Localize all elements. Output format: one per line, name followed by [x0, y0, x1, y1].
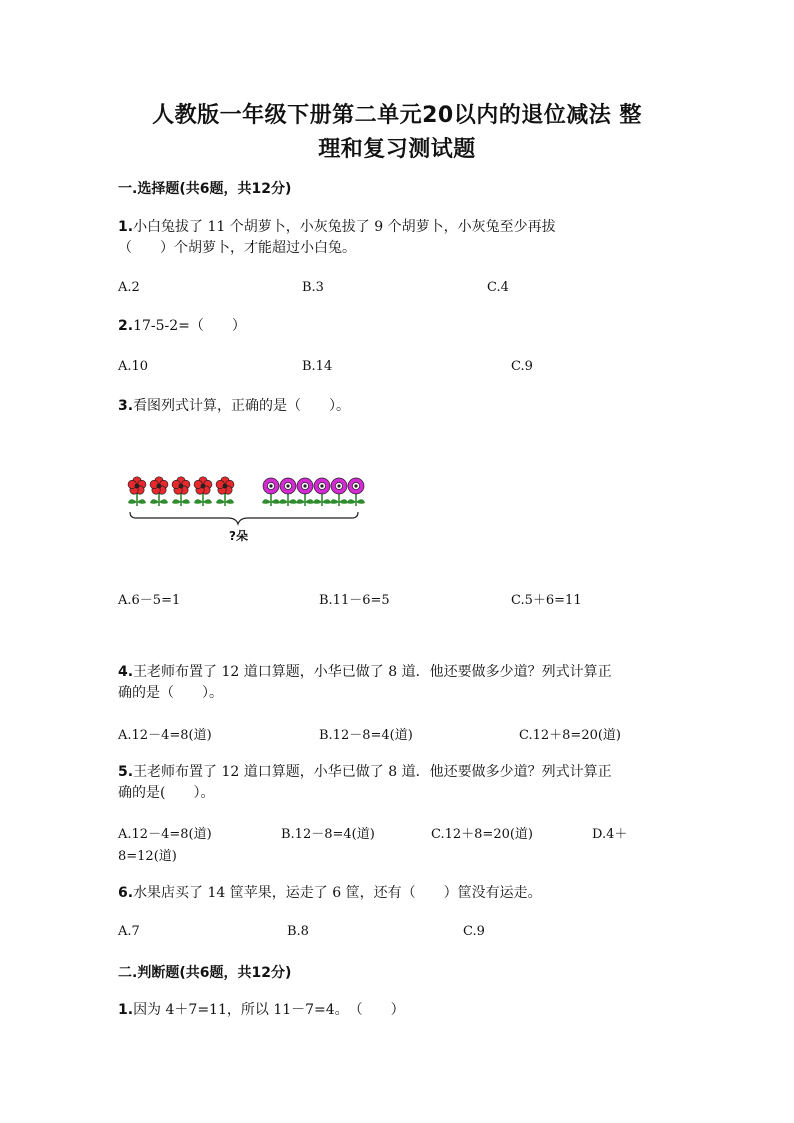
section-heading-choice: 一.选择题(共6题，共12分)	[118, 181, 292, 197]
page-title-line-2: 理和复习测试题	[318, 137, 476, 162]
brace-icon	[130, 512, 358, 524]
question-5-option-c[interactable]: C.12＋8=20(道)	[431, 827, 534, 842]
red-flower-icon	[194, 477, 212, 506]
question-number: 6.	[118, 885, 134, 901]
question-text: 王老师布置了 12 道口算题，小华已做了 8 道．他还要做多少道？列式计算正	[133, 664, 612, 680]
question-number: 1.	[118, 1002, 134, 1018]
red-flower-icon	[172, 477, 190, 506]
question-text: 17-5-2=（ ）	[133, 318, 246, 334]
figure-question-label: ?朵	[229, 529, 248, 543]
question-5-option-b[interactable]: B.12－8=4(道)	[281, 827, 375, 842]
question-4-line-1	[118, 662, 612, 683]
purple-flower-icon	[313, 478, 331, 506]
question-2-line-1	[118, 316, 246, 337]
question-2-option-a[interactable]: A.10	[118, 359, 149, 374]
question-number: 4.	[118, 664, 134, 680]
question-5-option-d-wrap[interactable]: 8=12(道)	[118, 849, 177, 864]
flowers-figure	[120, 470, 370, 530]
question-1-option-b[interactable]: B.3	[302, 280, 324, 295]
question-1-line-1	[118, 217, 556, 238]
red-flower-icon	[150, 477, 168, 506]
question-4-option-a[interactable]: A.12－4=8(道)	[118, 728, 212, 743]
question-number: 2.	[118, 318, 134, 334]
question-number: 5.	[118, 764, 134, 780]
purple-flower-icon	[279, 478, 297, 506]
question-6-option-a[interactable]: A.7	[118, 924, 140, 939]
question-number: 1.	[118, 219, 134, 235]
question-4-option-c[interactable]: C.12＋8=20(道)	[519, 728, 622, 743]
red-flower-icon	[216, 477, 234, 506]
question-text: 王老师布置了 12 道口算题，小华已做了 8 道．他还要做多少道？列式计算正	[133, 764, 612, 780]
question-6-option-b[interactable]: B.8	[287, 924, 309, 939]
purple-flower-icon	[330, 478, 348, 506]
question-5-option-a[interactable]: A.12－4=8(道)	[118, 827, 212, 842]
section-heading-judgment: 二.判断题(共6题，共12分)	[118, 965, 292, 981]
question-6-line-1	[118, 883, 542, 904]
question-4-line-2: 确的是（ ）。	[118, 685, 223, 701]
question-1-line-2: （ ）个胡萝卜，才能超过小白兔。	[118, 240, 356, 256]
judgment-question-1	[118, 1000, 405, 1021]
question-text: 小白兔拔了 11 个胡萝卜，小灰兔拔了 9 个胡萝卜，小灰兔至少再拔	[133, 219, 556, 235]
question-3-option-b[interactable]: B.11－6=5	[319, 593, 390, 608]
question-text: 因为 4＋7=11，所以 11－7=4。 （ ）	[133, 1002, 405, 1018]
question-1-option-c[interactable]: C.4	[487, 280, 509, 295]
question-number: 3.	[118, 398, 134, 414]
red-flower-group	[128, 477, 234, 506]
purple-flower-icon	[296, 478, 314, 506]
question-text: 水果店买了 14 筐苹果，运走了 6 筐，还有（ ）筐没有运走。	[133, 885, 542, 901]
question-5-option-d[interactable]: D.4＋	[592, 827, 628, 842]
question-4-option-b[interactable]: B.12－8=4(道)	[319, 728, 413, 743]
page-title-line-1: 人教版一年级下册第二单元20以内的退位减法 整	[152, 103, 642, 128]
question-2-option-c[interactable]: C.9	[511, 359, 533, 374]
purple-flower-icon	[347, 478, 365, 506]
question-5-line-1	[118, 762, 612, 783]
question-3-option-a[interactable]: A.6－5=1	[118, 593, 181, 608]
question-3-option-c[interactable]: C.5＋6=11	[511, 593, 582, 608]
question-3-line-1	[118, 396, 350, 417]
question-6-option-c[interactable]: C.9	[463, 924, 485, 939]
purple-flower-group	[262, 478, 365, 506]
question-1-option-a[interactable]: A.2	[118, 280, 140, 295]
red-flower-icon	[128, 477, 146, 506]
question-5-line-2: 确的是( ）。	[118, 785, 215, 801]
purple-flower-icon	[262, 478, 280, 506]
question-2-option-b[interactable]: B.14	[302, 359, 333, 374]
question-text: 看图列式计算，正确的是（ ）。	[133, 398, 351, 414]
